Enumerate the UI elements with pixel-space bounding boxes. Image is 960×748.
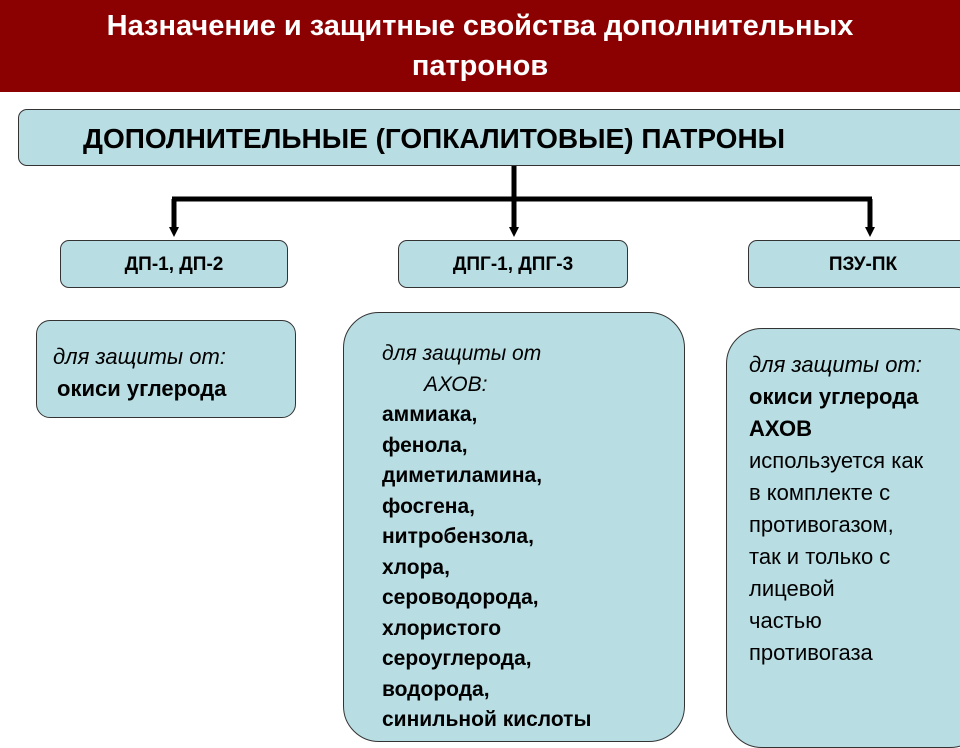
category-pzu-box	[748, 240, 960, 288]
pzu-usage-line: лицевой	[749, 576, 835, 601]
slide-title-line-1: Назначение и защитные свойства дополнительных	[106, 10, 854, 42]
dp-agent: окиси углерода	[57, 376, 227, 401]
pzu-agent-1: окиси углерода	[749, 384, 919, 409]
dpg-item: аммиака,	[382, 403, 478, 426]
category-dpg-label: ДПГ-1, ДПГ-3	[452, 254, 574, 275]
dp-intro: для защиты от:	[53, 344, 226, 369]
dpg-item: диметиламина,	[382, 464, 543, 487]
pzu-usage-line: так и только с	[749, 544, 891, 569]
dpg-item: сероводорода,	[382, 586, 539, 609]
category-dpg-box	[398, 240, 628, 288]
dpg-item: хлористого	[382, 616, 502, 640]
pzu-description-box	[726, 328, 960, 748]
cartridge-header-box	[18, 109, 960, 166]
pzu-intro: для защиты от:	[749, 352, 922, 377]
dpg-intro-2: АХОВ:	[424, 372, 488, 396]
pzu-usage-line: используется как	[749, 448, 924, 473]
pzu-usage-line: частью	[749, 608, 822, 633]
category-dp-label: ДП-1, ДП-2	[124, 254, 224, 275]
dpg-item: сероуглерода,	[382, 647, 532, 670]
pzu-usage-line: противогаза	[749, 640, 873, 665]
pzu-usage-line: противогазом,	[749, 512, 894, 537]
dpg-description-box	[343, 312, 685, 742]
pzu-agent-2: АХОВ	[749, 416, 812, 441]
dpg-intro-1: для защиты от	[382, 342, 542, 365]
dpg-item: фосгена,	[382, 494, 475, 518]
dpg-item: синильной кислоты	[382, 708, 592, 731]
category-dp-box	[60, 240, 288, 288]
dpg-item: хлора,	[382, 555, 450, 579]
slide-title-line-2: патронов	[411, 50, 549, 82]
dp-description-box	[36, 320, 296, 418]
category-pzu-label: ПЗУ-ПК	[828, 254, 898, 275]
dpg-item: фенола,	[382, 433, 468, 457]
dpg-item: водорода,	[382, 677, 490, 701]
cartridge-header-label: ДОПОЛНИТЕЛЬНЫЕ (ГОПКАЛИТОВЫЕ) ПАТРОНЫ	[83, 123, 786, 154]
pzu-usage-line: в комплекте с	[749, 480, 891, 505]
dpg-item: нитробензола,	[382, 525, 534, 548]
